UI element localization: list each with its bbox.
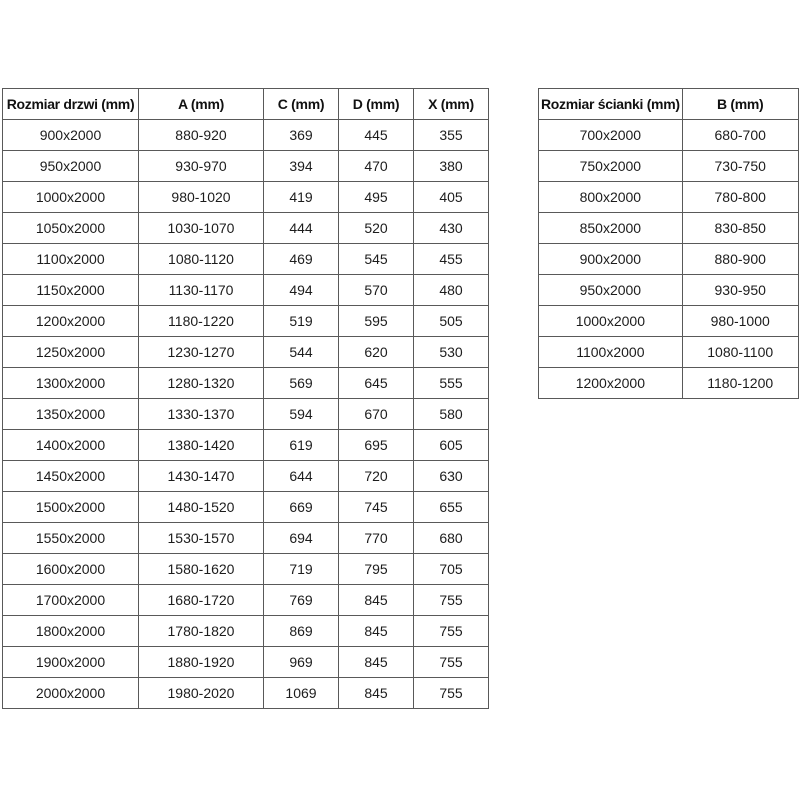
table-cell: 720 [339,461,414,492]
table-cell: 795 [339,554,414,585]
table-row [539,213,799,244]
table-row [3,585,489,616]
table-row [539,368,799,399]
table-cell: 405 [414,182,489,213]
table-cell: 1800x2000 [3,616,139,647]
table-cell: 950x2000 [3,151,139,182]
table-cell: 1550x2000 [3,523,139,554]
table-cell: 969 [264,647,339,678]
table-row [539,182,799,213]
table-cell: 1330-1370 [139,399,264,430]
table-cell: 1880-1920 [139,647,264,678]
table-cell: 630 [414,461,489,492]
table-cell: 505 [414,306,489,337]
table-cell: 705 [414,554,489,585]
table-cell: 1500x2000 [3,492,139,523]
table-cell: 745 [339,492,414,523]
table-cell: 900x2000 [539,244,683,275]
table-row [539,275,799,306]
table-cell: 494 [264,275,339,306]
table-cell: 780-800 [682,182,798,213]
table-row [3,182,489,213]
table-cell: 419 [264,182,339,213]
table-cell: 1180-1200 [682,368,798,399]
table-cell: 850x2000 [539,213,683,244]
table-cell: 950x2000 [539,275,683,306]
table-cell: 845 [339,647,414,678]
table-cell: 1150x2000 [3,275,139,306]
table-cell: 1900x2000 [3,647,139,678]
table-cell: 470 [339,151,414,182]
table-cell: 900x2000 [3,120,139,151]
table-cell: 800x2000 [539,182,683,213]
table-row [3,244,489,275]
table-cell: 444 [264,213,339,244]
table-cell: 1400x2000 [3,430,139,461]
table-cell: 469 [264,244,339,275]
table-cell: 1100x2000 [539,337,683,368]
table-row [539,306,799,337]
column-header: D (mm) [339,89,414,120]
table-cell: 845 [339,678,414,709]
table-cell: 769 [264,585,339,616]
table-cell: 355 [414,120,489,151]
table-cell: 755 [414,616,489,647]
table-cell: 1080-1120 [139,244,264,275]
table-row [3,120,489,151]
column-header: A (mm) [139,89,264,120]
table-cell: 695 [339,430,414,461]
table-cell: 495 [339,182,414,213]
table-row [3,616,489,647]
table-cell: 380 [414,151,489,182]
door-sizes-table [2,88,489,709]
table-cell: 555 [414,368,489,399]
table-row [3,647,489,678]
table-cell: 1100x2000 [3,244,139,275]
table-row [3,430,489,461]
table-cell: 445 [339,120,414,151]
table-cell: 655 [414,492,489,523]
table-cell: 1230-1270 [139,337,264,368]
table-cell: 2000x2000 [3,678,139,709]
table-cell: 545 [339,244,414,275]
table-cell: 1069 [264,678,339,709]
table-row [3,492,489,523]
table-cell: 980-1000 [682,306,798,337]
table-row [539,151,799,182]
table-row [3,151,489,182]
table-cell: 680-700 [682,120,798,151]
table-cell: 830-850 [682,213,798,244]
wall-sizes-table [538,88,799,399]
table-row [3,306,489,337]
table-cell: 1050x2000 [3,213,139,244]
column-header: B (mm) [682,89,798,120]
table-cell: 869 [264,616,339,647]
table-cell: 845 [339,585,414,616]
table-cell: 1430-1470 [139,461,264,492]
table-cell: 1080-1100 [682,337,798,368]
table-cell: 594 [264,399,339,430]
table-row [539,120,799,151]
table-cell: 570 [339,275,414,306]
table-cell: 1680-1720 [139,585,264,616]
table-cell: 455 [414,244,489,275]
wall-table-header-row [539,89,799,120]
table-cell: 620 [339,337,414,368]
table-cell: 1280-1320 [139,368,264,399]
table-cell: 605 [414,430,489,461]
table-row [3,275,489,306]
table-cell: 520 [339,213,414,244]
column-header: Rozmiar drzwi (mm) [3,89,139,120]
table-cell: 880-920 [139,120,264,151]
table-cell: 580 [414,399,489,430]
table-row [539,244,799,275]
table-cell: 700x2000 [539,120,683,151]
table-row [3,399,489,430]
table-cell: 1350x2000 [3,399,139,430]
table-row [3,461,489,492]
table-cell: 1000x2000 [539,306,683,337]
column-header: C (mm) [264,89,339,120]
table-row [3,337,489,368]
table-cell: 1200x2000 [3,306,139,337]
table-cell: 1030-1070 [139,213,264,244]
table-cell: 980-1020 [139,182,264,213]
table-cell: 755 [414,647,489,678]
table-cell: 595 [339,306,414,337]
table-cell: 694 [264,523,339,554]
table-cell: 719 [264,554,339,585]
table-cell: 619 [264,430,339,461]
table-row [3,368,489,399]
table-cell: 680 [414,523,489,554]
table-cell: 845 [339,616,414,647]
table-row [3,678,489,709]
table-cell: 1000x2000 [3,182,139,213]
column-header: Rozmiar ścianki (mm) [539,89,683,120]
table-row [539,337,799,368]
table-cell: 930-950 [682,275,798,306]
table-cell: 1600x2000 [3,554,139,585]
table-cell: 1200x2000 [539,368,683,399]
table-cell: 770 [339,523,414,554]
table-cell: 1700x2000 [3,585,139,616]
table-cell: 645 [339,368,414,399]
table-cell: 1450x2000 [3,461,139,492]
table-cell: 670 [339,399,414,430]
table-cell: 1530-1570 [139,523,264,554]
table-cell: 1180-1220 [139,306,264,337]
table-cell: 430 [414,213,489,244]
table-cell: 1480-1520 [139,492,264,523]
table-cell: 480 [414,275,489,306]
table-cell: 930-970 [139,151,264,182]
table-cell: 1580-1620 [139,554,264,585]
table-row [3,213,489,244]
table-cell: 755 [414,678,489,709]
table-cell: 880-900 [682,244,798,275]
table-cell: 1300x2000 [3,368,139,399]
table-cell: 394 [264,151,339,182]
table-cell: 669 [264,492,339,523]
column-header: X (mm) [414,89,489,120]
table-cell: 644 [264,461,339,492]
table-cell: 755 [414,585,489,616]
table-row [3,554,489,585]
table-cell: 730-750 [682,151,798,182]
table-cell: 519 [264,306,339,337]
table-cell: 1250x2000 [3,337,139,368]
table-row [3,523,489,554]
door-table-header-row [3,89,489,120]
table-cell: 530 [414,337,489,368]
table-cell: 750x2000 [539,151,683,182]
table-cell: 1980-2020 [139,678,264,709]
table-cell: 369 [264,120,339,151]
table-cell: 1780-1820 [139,616,264,647]
table-cell: 569 [264,368,339,399]
table-cell: 1380-1420 [139,430,264,461]
table-cell: 544 [264,337,339,368]
table-cell: 1130-1170 [139,275,264,306]
